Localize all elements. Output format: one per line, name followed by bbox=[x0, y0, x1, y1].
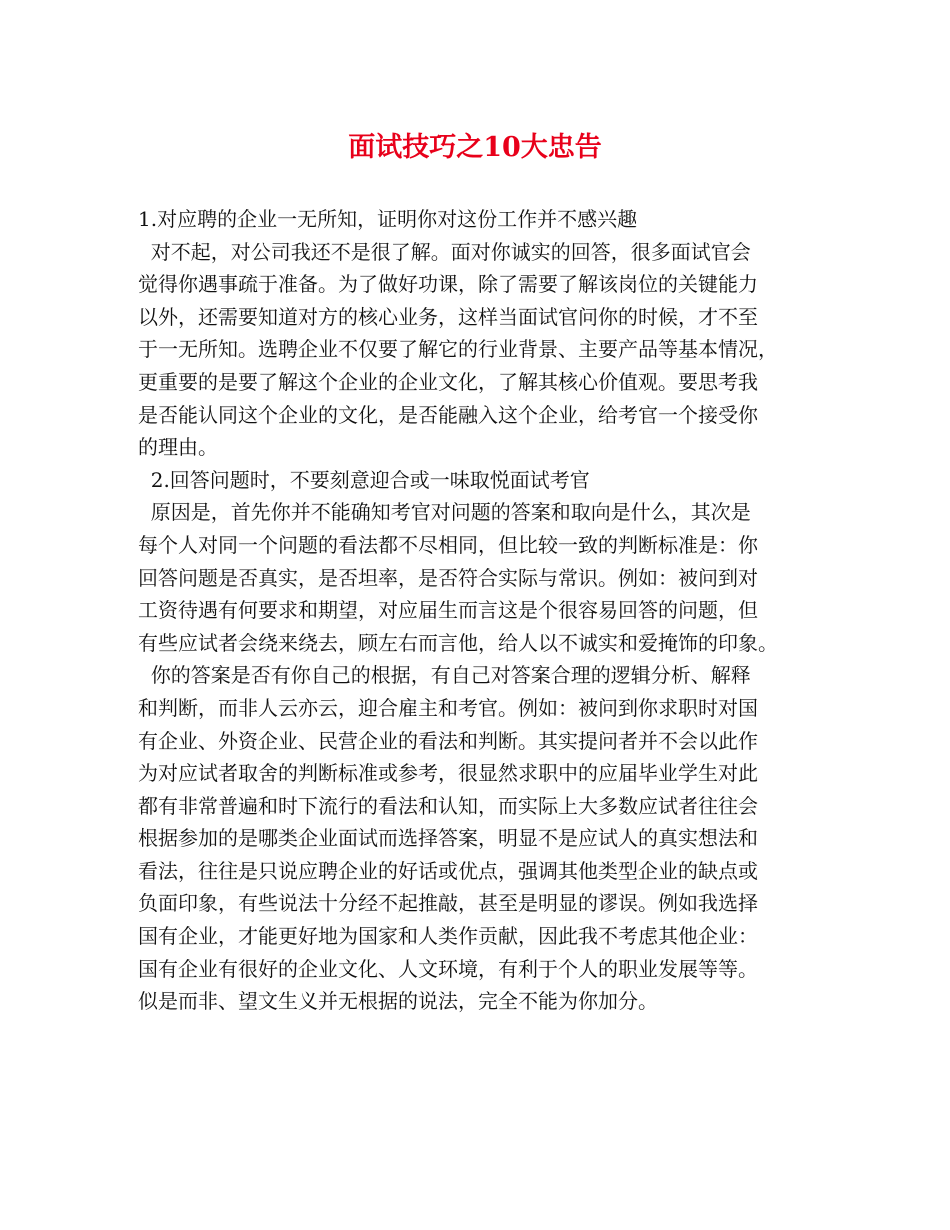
body-line: 回答问题是否真实，是否坦率，是否符合实际与常识。例如：被问到对 bbox=[138, 565, 758, 590]
body-line: 你的答案是否有你自己的根据，有自己对答案合理的逻辑分析、解释 bbox=[138, 663, 751, 688]
body-line: 似是而非、望文生义并无根据的说法，完全不能为你加分。 bbox=[138, 989, 658, 1014]
body-line: 于一无所知。选聘企业不仅要了解它的行业背景、主要产品等基本情况， bbox=[138, 337, 778, 362]
body-line: 每个人对同一个问题的看法都不尽相同，但比较一致的判断标准是：你 bbox=[138, 532, 758, 557]
body-line: 是否能认同这个企业的文化，是否能融入这个企业，给考官一个接受你 bbox=[138, 402, 758, 427]
body-line: 以外，还需要知道对方的核心业务，这样当面试官问你的时候，才不至 bbox=[138, 304, 758, 329]
body-line: 对不起，对公司我还不是很了解。面对你诚实的回答，很多面试官会 bbox=[138, 239, 751, 264]
body-line: 国有企业有很好的企业文化、人文环境，有利于个人的职业发展等等。 bbox=[138, 956, 758, 981]
body-line: 2.回答问题时，不要刻意迎合或一味取悦面试考官 bbox=[138, 467, 590, 492]
body-line: 更重要的是要了解这个企业的企业文化，了解其核心价值观。要思考我 bbox=[138, 369, 758, 394]
body-line: 的理由。 bbox=[138, 435, 218, 460]
body-line: 觉得你遇事疏于准备。为了做好功课，除了需要了解该岗位的关键能力 bbox=[138, 272, 758, 297]
body-line: 国有企业，才能更好地为国家和人类作贡献，因此我不考虑其他企业： bbox=[138, 924, 758, 949]
body-line: 原因是，首先你并不能确知考官对问题的答案和取向是什么，其次是 bbox=[138, 500, 751, 525]
body-line: 为对应试者取舍的判断标准或参考，很显然求职中的应届毕业学生对此 bbox=[138, 761, 758, 786]
body-line: 负面印象，有些说法十分经不起推敲，甚至是明显的谬误。例如我选择 bbox=[138, 891, 758, 916]
body-line: 工资待遇有何要求和期望，对应届生而言这是个很容易回答的问题，但 bbox=[138, 598, 758, 623]
document-body bbox=[138, 203, 818, 1018]
body-line: 根据参加的是哪类企业面试而选择答案，明显不是应试人的真实想法和 bbox=[138, 826, 758, 851]
body-line: 有企业、外资企业、民营企业的看法和判断。其实提问者并不会以此作 bbox=[138, 728, 758, 753]
body-line: 和判断，而非人云亦云，迎合雇主和考官。例如：被问到你求职时对国 bbox=[138, 695, 758, 720]
body-line: 看法，往往是只说应聘企业的好话或优点，强调其他类型企业的缺点或 bbox=[138, 858, 758, 883]
body-line: 1.对应聘的企业一无所知，证明你对这份工作并不感兴趣 bbox=[138, 207, 638, 231]
body-line: 都有非常普遍和时下流行的看法和认知，而实际上大多数应试者往往会 bbox=[138, 793, 758, 818]
document-title: 面试技巧之10大忠告 bbox=[348, 132, 602, 163]
body-line: 有些应试者会绕来绕去，顾左右而言他，给人以不诚实和爱掩饰的印象。 bbox=[138, 630, 778, 655]
